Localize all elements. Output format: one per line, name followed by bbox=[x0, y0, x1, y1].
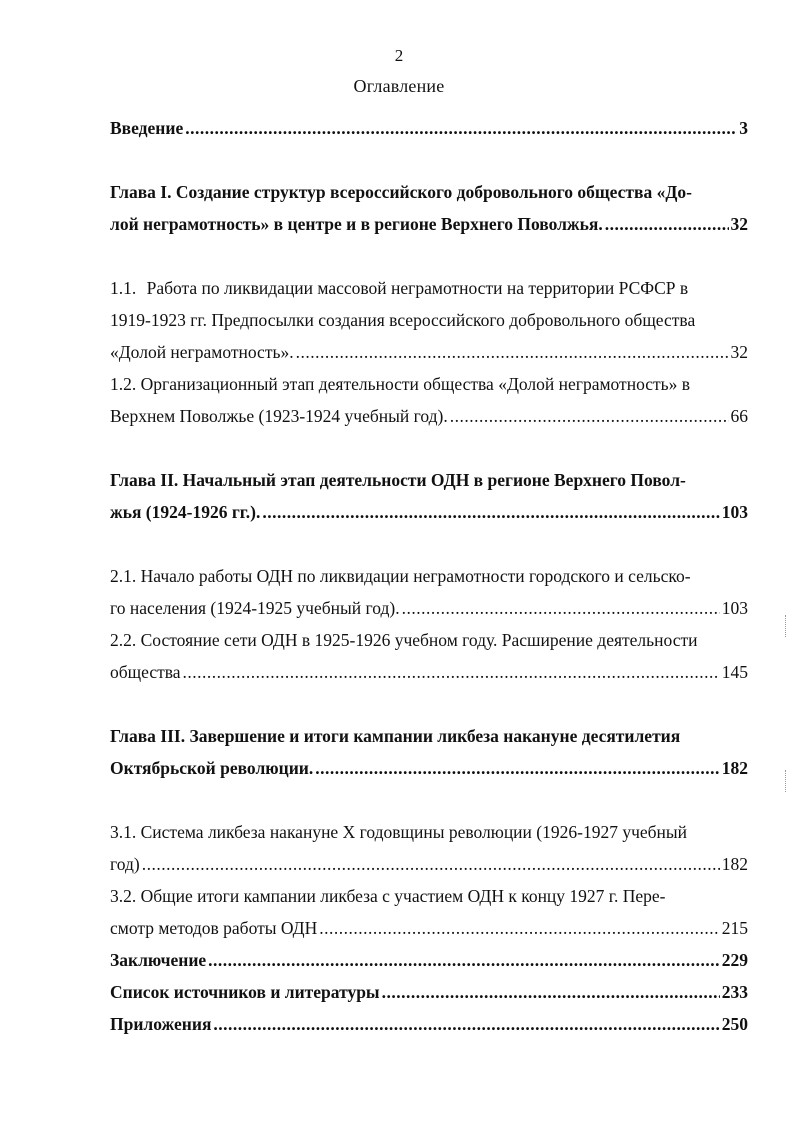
leader-dots bbox=[262, 496, 719, 528]
table-of-contents bbox=[110, 112, 748, 1040]
toc-entry-line: 1.2. Организационный этап деятельности общества «Долой неграмотность» в bbox=[110, 374, 691, 394]
toc-entry-line: Глава II. Начальный этап деятельности ОДН в регионе Верхнего Повол- bbox=[110, 470, 686, 490]
toc-page-ref: 66 bbox=[730, 406, 748, 426]
toc-entry-section-2-2[interactable] bbox=[110, 624, 748, 688]
toc-page-ref: 103 bbox=[721, 502, 748, 522]
toc-page-ref: 32 bbox=[730, 342, 748, 362]
toc-entry-label: Заключение bbox=[110, 950, 207, 970]
toc-entry-chapter-1[interactable] bbox=[110, 176, 748, 240]
toc-entry-label: Введение bbox=[110, 118, 184, 138]
toc-entry-section-2-1[interactable] bbox=[110, 560, 748, 624]
leader-dots bbox=[142, 848, 720, 880]
leader-dots bbox=[402, 592, 720, 624]
section-number: 1.1. bbox=[110, 278, 137, 298]
toc-entry-chapter-3[interactable] bbox=[110, 720, 748, 784]
toc-entry-label: Список источников и литературы bbox=[110, 982, 380, 1002]
toc-entry-label: Приложения bbox=[110, 1014, 212, 1034]
toc-page-ref: 250 bbox=[721, 1014, 748, 1034]
toc-entry-line: 2.2. Состояние сети ОДН в 1925-1926 учебном году. Расширение деятельности bbox=[110, 630, 698, 650]
toc-page-ref: 182 bbox=[721, 854, 748, 874]
toc-title: Оглавление bbox=[353, 76, 445, 96]
leader-dots bbox=[213, 1008, 719, 1040]
leader-dots bbox=[296, 336, 729, 368]
toc-entry-label: общества bbox=[110, 662, 181, 682]
toc-entry-label: «Долой неграмотность». bbox=[110, 342, 294, 362]
toc-page-ref: 103 bbox=[721, 598, 748, 618]
leader-dots bbox=[605, 208, 729, 240]
toc-entry-chapter-2[interactable] bbox=[110, 464, 748, 528]
toc-entry-bibliography[interactable] bbox=[110, 976, 748, 1008]
leader-dots bbox=[319, 912, 720, 944]
leader-dots bbox=[183, 656, 720, 688]
toc-entry-line: Работа по ликвидации массовой неграмотности на территории РСФСР в bbox=[146, 278, 689, 298]
toc-entry-label: Верхнем Поволжье (1923-1924 учебный год). bbox=[110, 406, 448, 426]
toc-page-ref: 215 bbox=[721, 918, 748, 938]
toc-entry-line: 3.1. Система ликбеза накануне X годовщины революции (1926-1927 учебный bbox=[110, 822, 688, 842]
toc-entry-label: го населения (1924-1925 учебный год). bbox=[110, 598, 400, 618]
leader-dots bbox=[185, 112, 737, 144]
scan-artifact bbox=[785, 615, 790, 637]
toc-entry-section-3-1[interactable] bbox=[110, 816, 748, 880]
scan-artifact bbox=[785, 770, 790, 792]
toc-entry-label: год) bbox=[110, 854, 140, 874]
toc-entry-section-3-2[interactable] bbox=[110, 880, 748, 944]
leader-dots bbox=[382, 976, 720, 1008]
toc-page-ref: 229 bbox=[721, 950, 748, 970]
toc-page-ref: 182 bbox=[721, 758, 748, 778]
leader-dots bbox=[450, 400, 729, 432]
toc-entry-line: Глава I. Создание структур всероссийского добровольного общества «До- bbox=[110, 182, 692, 202]
toc-page-ref: 3 bbox=[739, 118, 748, 138]
toc-entry-label: жья (1924-1926 гг.). bbox=[110, 502, 261, 522]
toc-entry-label: Октябрьской революции. bbox=[110, 758, 314, 778]
toc-entry-introduction[interactable] bbox=[110, 112, 748, 144]
toc-entry-line: 2.1. Начало работы ОДН по ликвидации неграмотности городского и сельско- bbox=[110, 566, 691, 586]
leader-dots bbox=[315, 752, 719, 784]
toc-entry-label: лой неграмотность» в центре и в регионе Верхнего Поволжья. bbox=[110, 214, 603, 234]
toc-entry-conclusion[interactable] bbox=[110, 944, 748, 976]
toc-entry-section-1-2[interactable] bbox=[110, 368, 748, 432]
leader-dots bbox=[208, 944, 720, 976]
toc-entry-label: смотр методов работы ОДН bbox=[110, 918, 318, 938]
toc-entry-line: Глава III. Завершение и итоги кампании ликбеза накануне десятилетия bbox=[110, 726, 681, 746]
toc-page-ref: 32 bbox=[730, 214, 748, 234]
toc-entry-appendices[interactable] bbox=[110, 1008, 748, 1040]
page-number: 2 bbox=[394, 46, 404, 65]
toc-page-ref: 233 bbox=[721, 982, 748, 1002]
toc-page-ref: 145 bbox=[721, 662, 748, 682]
toc-entry-line: 1919-1923 гг. Предпосылки создания всероссийского добровольного общества bbox=[110, 310, 696, 330]
toc-entry-line: 3.2. Общие итоги кампании ликбеза с участием ОДН к концу 1927 г. Пере- bbox=[110, 886, 666, 906]
toc-entry-section-1-1[interactable] bbox=[110, 272, 748, 368]
